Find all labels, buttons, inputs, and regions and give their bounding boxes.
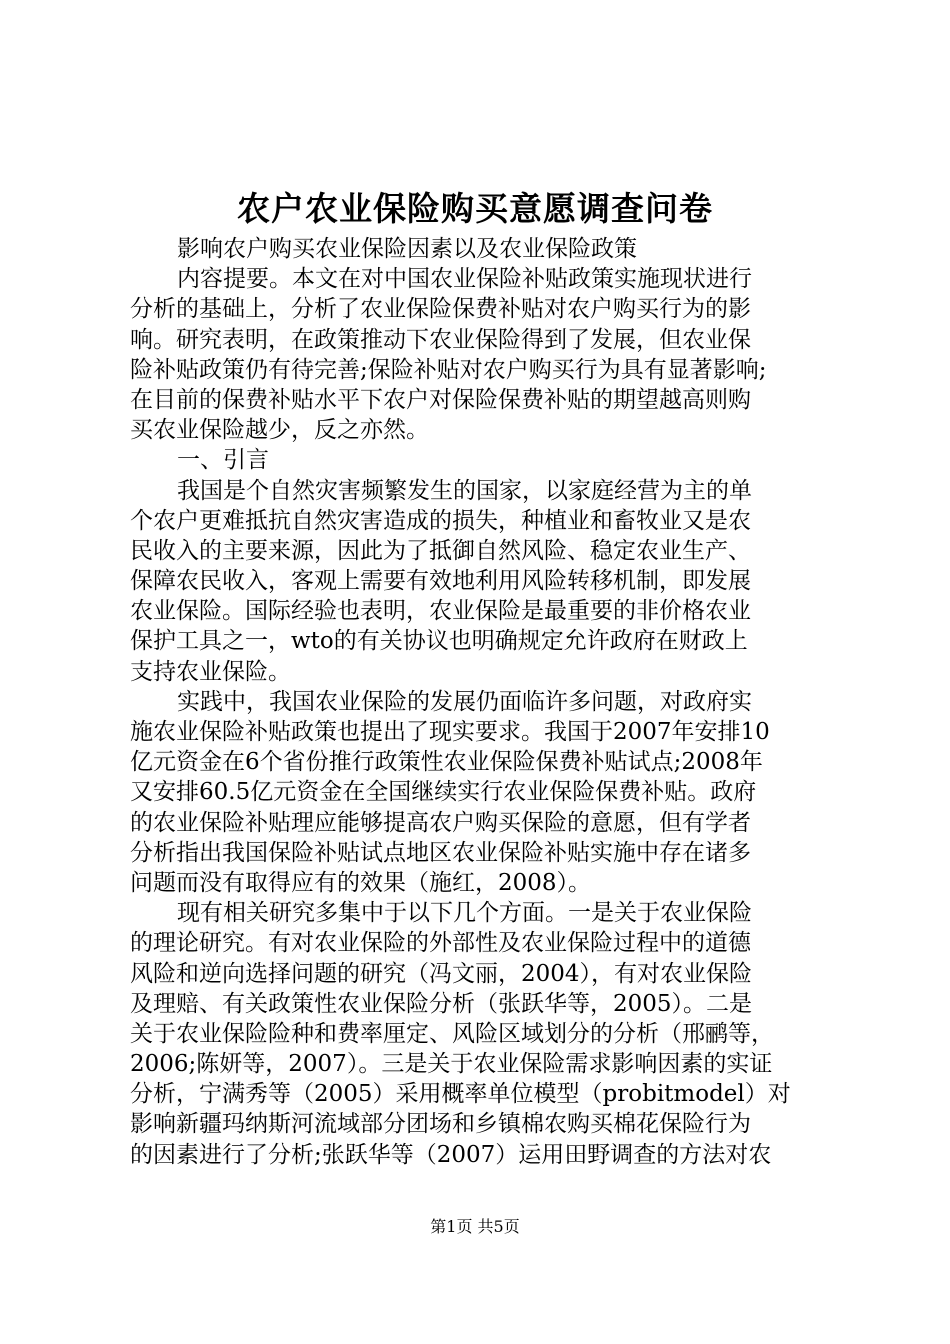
text-line: 保障农民收入，客观上需要有效地利用风险转移机制，即发展 <box>130 568 751 595</box>
text-line: 又安排60.5亿元资金在全国继续实行农业保险保费补贴。政府 <box>130 779 757 806</box>
text-line: 响。研究表明，在政策推动下农业保险得到了发展，但农业保 <box>130 326 751 353</box>
text-line: 现有相关研究多集中于以下几个方面。一是关于农业保险 <box>177 900 752 927</box>
text-line: 风险和逆向选择问题的研究（冯文丽，2004），有对农业保险 <box>130 960 753 987</box>
text-line: 及理赔、有关政策性农业保险分析（张跃华等，2005）。二是 <box>130 990 753 1017</box>
text-line: 影响新疆玛纳斯河流域部分团场和乡镇棉农购买棉花保险行为 <box>130 1111 751 1138</box>
text-line: 一、引言 <box>177 447 269 474</box>
text-line: 险补贴政策仍有待完善;保险补贴对农户购买行为具有显著影响; <box>130 356 767 383</box>
text-line: 买农业保险越少，反之亦然。 <box>130 417 429 444</box>
page-footer: 第1页 共5页 <box>430 1217 520 1236</box>
text-line: 实践中，我国农业保险的发展仍面临许多问题，对政府实 <box>177 688 752 715</box>
text-line: 的因素进行了分析;张跃华等（2007）运用田野调查的方法对农 <box>130 1141 772 1168</box>
text-line: 农业保险。国际经验也表明，农业保险是最重要的非价格农业 <box>130 598 751 625</box>
document-body <box>130 234 830 1170</box>
text-line: 分析的基础上，分析了农业保险保费补贴对农户购买行为的影 <box>130 296 751 323</box>
text-line: 分析指出我国保险补贴试点地区农业保险补贴实施中存在诸多 <box>130 839 751 866</box>
text-line: 2006;陈妍等，2007）。三是关于农业保险需求影响因素的实证 <box>130 1051 773 1078</box>
text-line: 个农户更难抵抗自然灾害造成的损失，种植业和畜牧业又是农 <box>130 507 751 534</box>
text-line: 施农业保险补贴政策也提出了现实要求。我国于2007年安排10 <box>130 719 770 745</box>
text-line: 影响农户购买农业保险因素以及农业保险政策 <box>177 236 637 262</box>
text-line: 的农业保险补贴理应能够提高农户购买保险的意愿，但有学者 <box>130 809 751 836</box>
text-line: 分析，宁满秀等（2005）采用概率单位模型（probitmodel）对 <box>130 1081 791 1108</box>
text-line: 支持农业保险。 <box>130 658 291 685</box>
document-title: 农户农业保险购买意愿调查问卷 <box>237 189 713 228</box>
text-line: 保护工具之一，wto的有关协议也明确规定允许政府在财政上 <box>130 628 748 655</box>
text-line: 亿元资金在6个省份推行政策性农业保险保费补贴试点;2008年 <box>130 749 763 776</box>
text-line: 的理论研究。有对农业保险的外部性及农业保险过程中的道德 <box>130 930 751 957</box>
text-line: 在目前的保费补贴水平下农户对保险保费补贴的期望越高则购 <box>130 386 751 413</box>
text-line: 民收入的主要来源，因此为了抵御自然风险、稳定农业生产、 <box>130 537 751 564</box>
text-line: 我国是个自然灾害频繁发生的国家，以家庭经营为主的单 <box>177 477 752 504</box>
text-line: 问题而没有取得应有的效果（施红，2008）。 <box>130 869 592 896</box>
text-line: 内容提要。本文在对中国农业保险补贴政策实施现状进行 <box>177 266 752 293</box>
text-line: 关于农业保险险种和费率厘定、风险区域划分的分析（邢鹂等， <box>130 1020 774 1047</box>
